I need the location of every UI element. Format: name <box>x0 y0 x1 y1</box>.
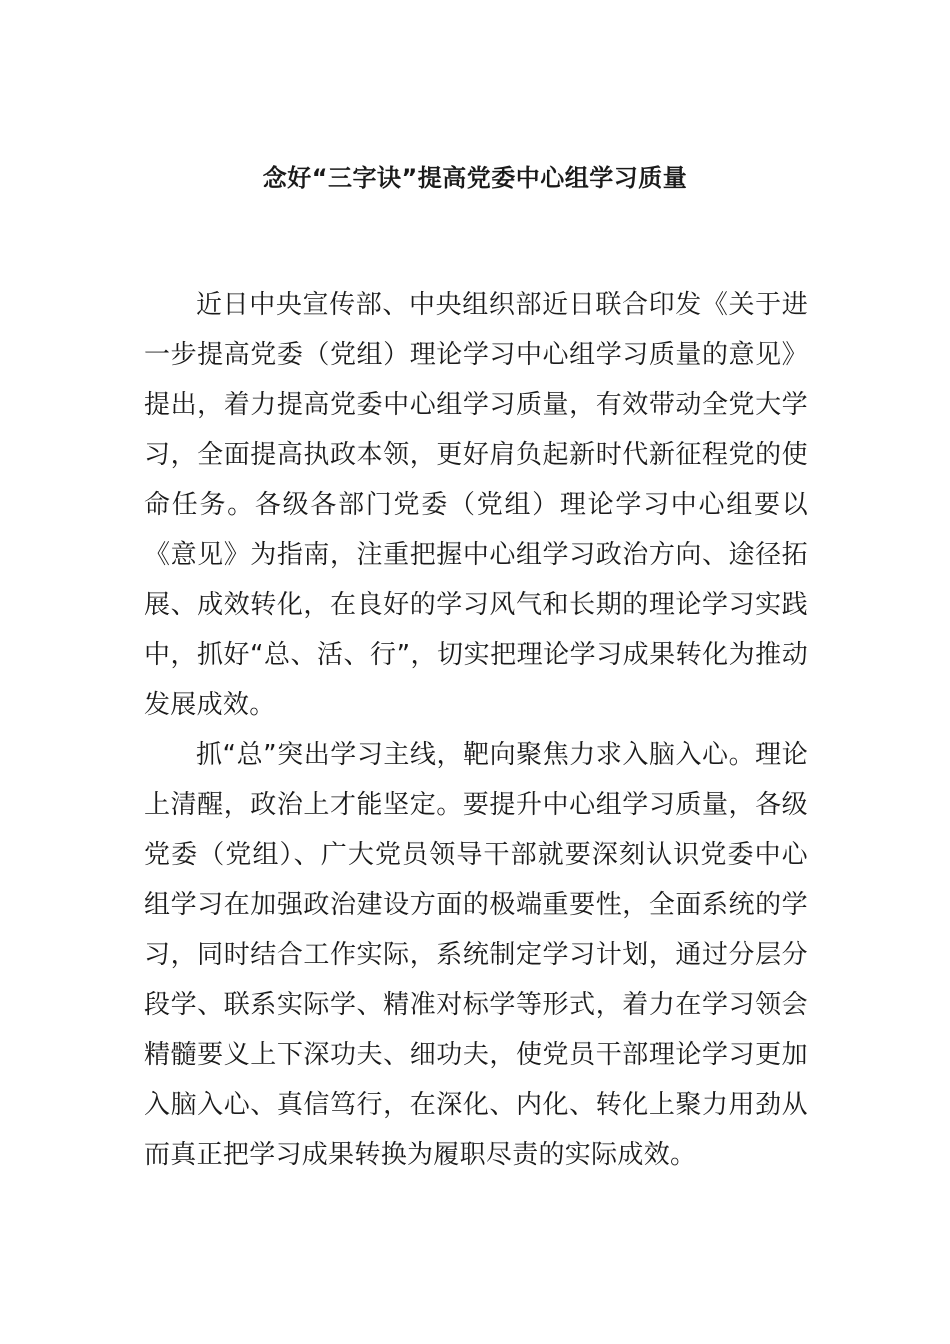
paragraph-2: 抓“总”突出学习主线，靶向聚焦力求入脑入心。理论上清醒，政治上才能坚定。要提升中心组学习质量，各级党委（党组）、广大党员领导干部就要深刻认识党委中心组学习在加强政治建设方面的极端重要性，全面系统的学习，同时结合工作实际，系统制定学习计划，通过分层分段学、联系实际学、精准对标学等形式，着力在学习领会精髓要义上下深功夫、细功夫，使党员干部理论学习更加入脑入心、真信笃行，在深化、内化、转化上聚力用劲从而真正把学习成果转换为履职尽责的实际成效。 <box>144 740 808 1170</box>
paragraph-1: 近日中央宣传部、中央组织部近日联合印发《关于进一步提高党委（党组）理论学习中心组学习质量的意见》提出，着力提高党委中心组学习质量，有效带动全党大学习，全面提高执政本领，更好肩负起新时代新征程党的使命任务。各级各部门党委（党组）理论学习中心组要以《意见》为指南，注重把握中心组学习政治方向、途径拓展、成效转化，在良好的学习风气和长期的理论学习实践中，抓好“总、活、行”，切实把理论学习成果转化为推动发展成效。 <box>144 290 808 720</box>
document-title: 念好“三字诀”提高党委中心组学习质量 <box>262 164 688 192</box>
document-body <box>144 280 808 1180</box>
